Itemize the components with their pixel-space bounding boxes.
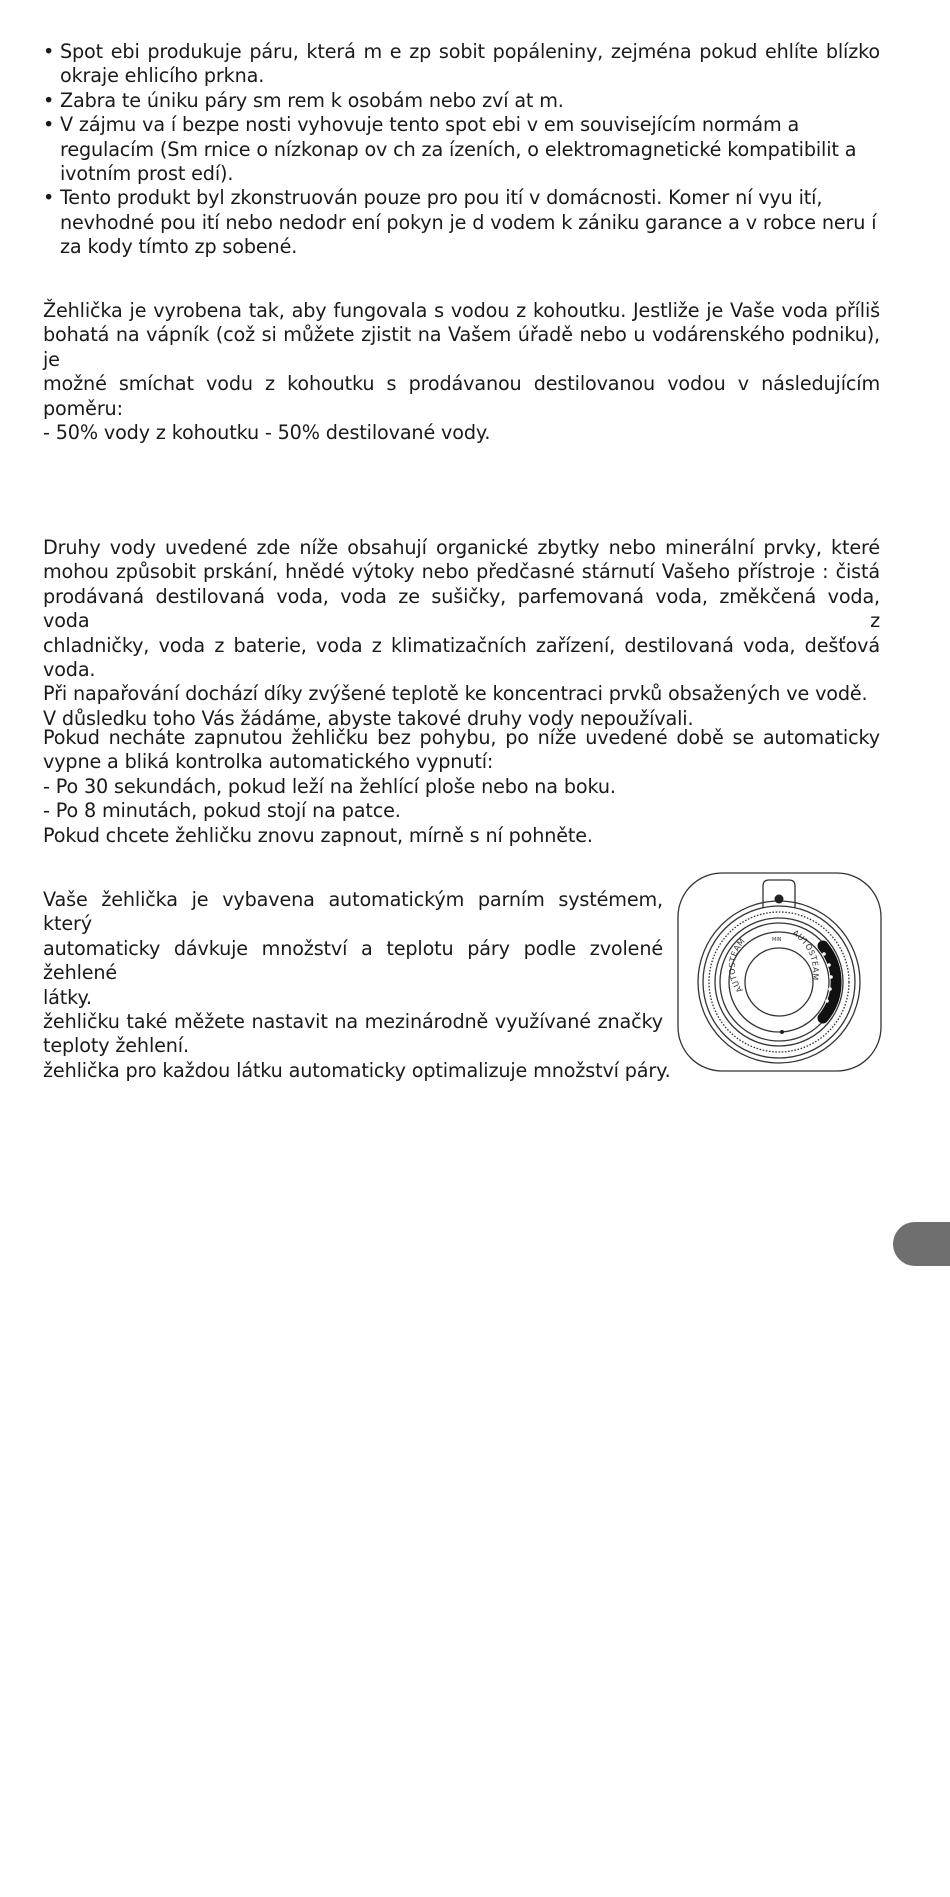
dial-ring-3: [709, 912, 849, 1052]
paragraph-line: Při napařování dochází díky zvýšené teplotě ke koncentraci prvků obsažených ve vodě.: [43, 682, 868, 706]
bullet-line: Tento produkt byl zkonstruován pouze pro pou ití v domácnosti. Komer ní vyu ití,: [60, 186, 823, 210]
paragraph-line: žehlička pro každou látku automaticky optimalizuje množství páry.: [43, 1058, 671, 1082]
paragraph-line: automaticky dávkuje množství a teplotu páry podle zvolené žehlené: [43, 936, 663, 985]
bullet-line: blízko okraje ehlicího prkna.: [60, 40, 881, 88]
auto-off-paragraph: [43, 726, 880, 848]
paragraph-line: Druhy vody uvedené zde níže obsahují organické zbytky nebo minerální prvky, které: [43, 536, 880, 559]
safety-bullet-list: [43, 40, 880, 260]
paragraph-line: mohou způsobit prskání, hnědé výtoky nebo předčasné stárnutí Vašeho přístroje : čistá: [43, 560, 880, 584]
paragraph-line: Žehlička je vyrobena tak, aby fungovala s vodou z kohoutku. Jestliže je Vaše voda příliš: [43, 299, 880, 322]
dial-pin-dot: [775, 895, 784, 904]
safety-bullet-household-use: [43, 186, 880, 259]
paragraph-line: prodávaná destilovaná voda, voda ze sušičky, parfemovaná voda, změkčená voda, voda z: [43, 584, 880, 633]
bullet-line: a ivotním prost edí).: [60, 137, 857, 186]
bullet-line: nevhodné pou ití nebo nedodr ení pokyn je d vodem k zániku garance a v robce: [60, 210, 816, 234]
paragraph-line: možné smíchat vodu z kohoutku s prodávanou destilovanou vodou v následujícím poměru:: [43, 372, 880, 420]
paragraph-line: vypne a bliká kontrolka automatického vypnutí:: [43, 750, 494, 774]
safety-bullet-steam-direction: [43, 89, 880, 113]
dial-autosteam-label-inner: AUTOSTEAM: [727, 936, 747, 995]
water-types-paragraph: [43, 536, 880, 731]
paragraph-line: teploty žehlení.: [43, 1034, 189, 1058]
water-paragraph: [43, 299, 880, 445]
dial-indicator-dot: [780, 1030, 784, 1034]
bullet-line: regulacím (Sm rnice o nízkonap ov ch za ízeních, o elektromagnetické kompatibilit: [60, 137, 839, 161]
paragraph-line: látky.: [43, 985, 92, 1009]
dial-autosteam-label-outer: AUTOSTEAM: [790, 928, 821, 982]
autosteam-dial-illustration: [677, 872, 882, 1072]
section-edge-tab: [893, 1222, 950, 1266]
svg-text:AUTOSTEAM: [728, 937, 747, 995]
bullet-line: V zájmu va í bezpe nosti vyhovuje tento spot ebi v em souvisejícím normám a: [60, 113, 800, 137]
autosteam-paragraph: [43, 888, 671, 1083]
dial-min-label: MIN: [772, 937, 782, 943]
paragraph-line: V důsledku toho Vás žádáme, abyste takové druhy vody nepoužívali.: [43, 706, 694, 730]
safety-bullet-steam-burns: [43, 40, 880, 89]
dial-tab: [763, 880, 795, 908]
paragraph-line: Vaše žehlička je vybavena automatickým parním systémem, který: [43, 888, 663, 936]
paragraph-line: - Po 8 minutách, pokud stojí na patce.: [43, 799, 401, 823]
paragraph-line: Pokud chcete žehličku znovu zapnout, mírně s ní pohněte.: [43, 823, 593, 847]
paragraph-line: - 50% vody z kohoutku - 50% destilované vody.: [43, 421, 491, 445]
paragraph-line: žehličku také měžete nastavit na mezinárodně využívané značky: [43, 1010, 663, 1034]
bullet-line: Spot ebi produkuje páru, která m e zp sobit popáleniny, zejména pokud ehlíte: [60, 40, 819, 63]
paragraph-line: Pokud necháte zapnutou žehličku bez pohybu, po níže uvedené době se automaticky: [43, 726, 880, 749]
dial-center: [745, 948, 813, 1016]
paragraph-line: chladničky, voda z baterie, voda z klimatizačních zařízení, destilovaná voda, dešťová voda.: [43, 633, 880, 682]
safety-bullet-standards: [43, 113, 880, 186]
bullet-line: Zabra te úniku páry sm rem k osobám nebo zví at m.: [60, 88, 564, 112]
paragraph-line: - Po 30 sekundách, pokud leží na žehlící ploše nebo na boku.: [43, 774, 616, 798]
dial-inner-knob: [729, 932, 829, 1032]
bullet-line: neru í za kody tímto zp sobené.: [60, 210, 877, 259]
paragraph-line: bohatá na vápník (což si můžete zjistit na Vašem úřadě nebo u vodárenského podniku), je: [43, 323, 880, 371]
